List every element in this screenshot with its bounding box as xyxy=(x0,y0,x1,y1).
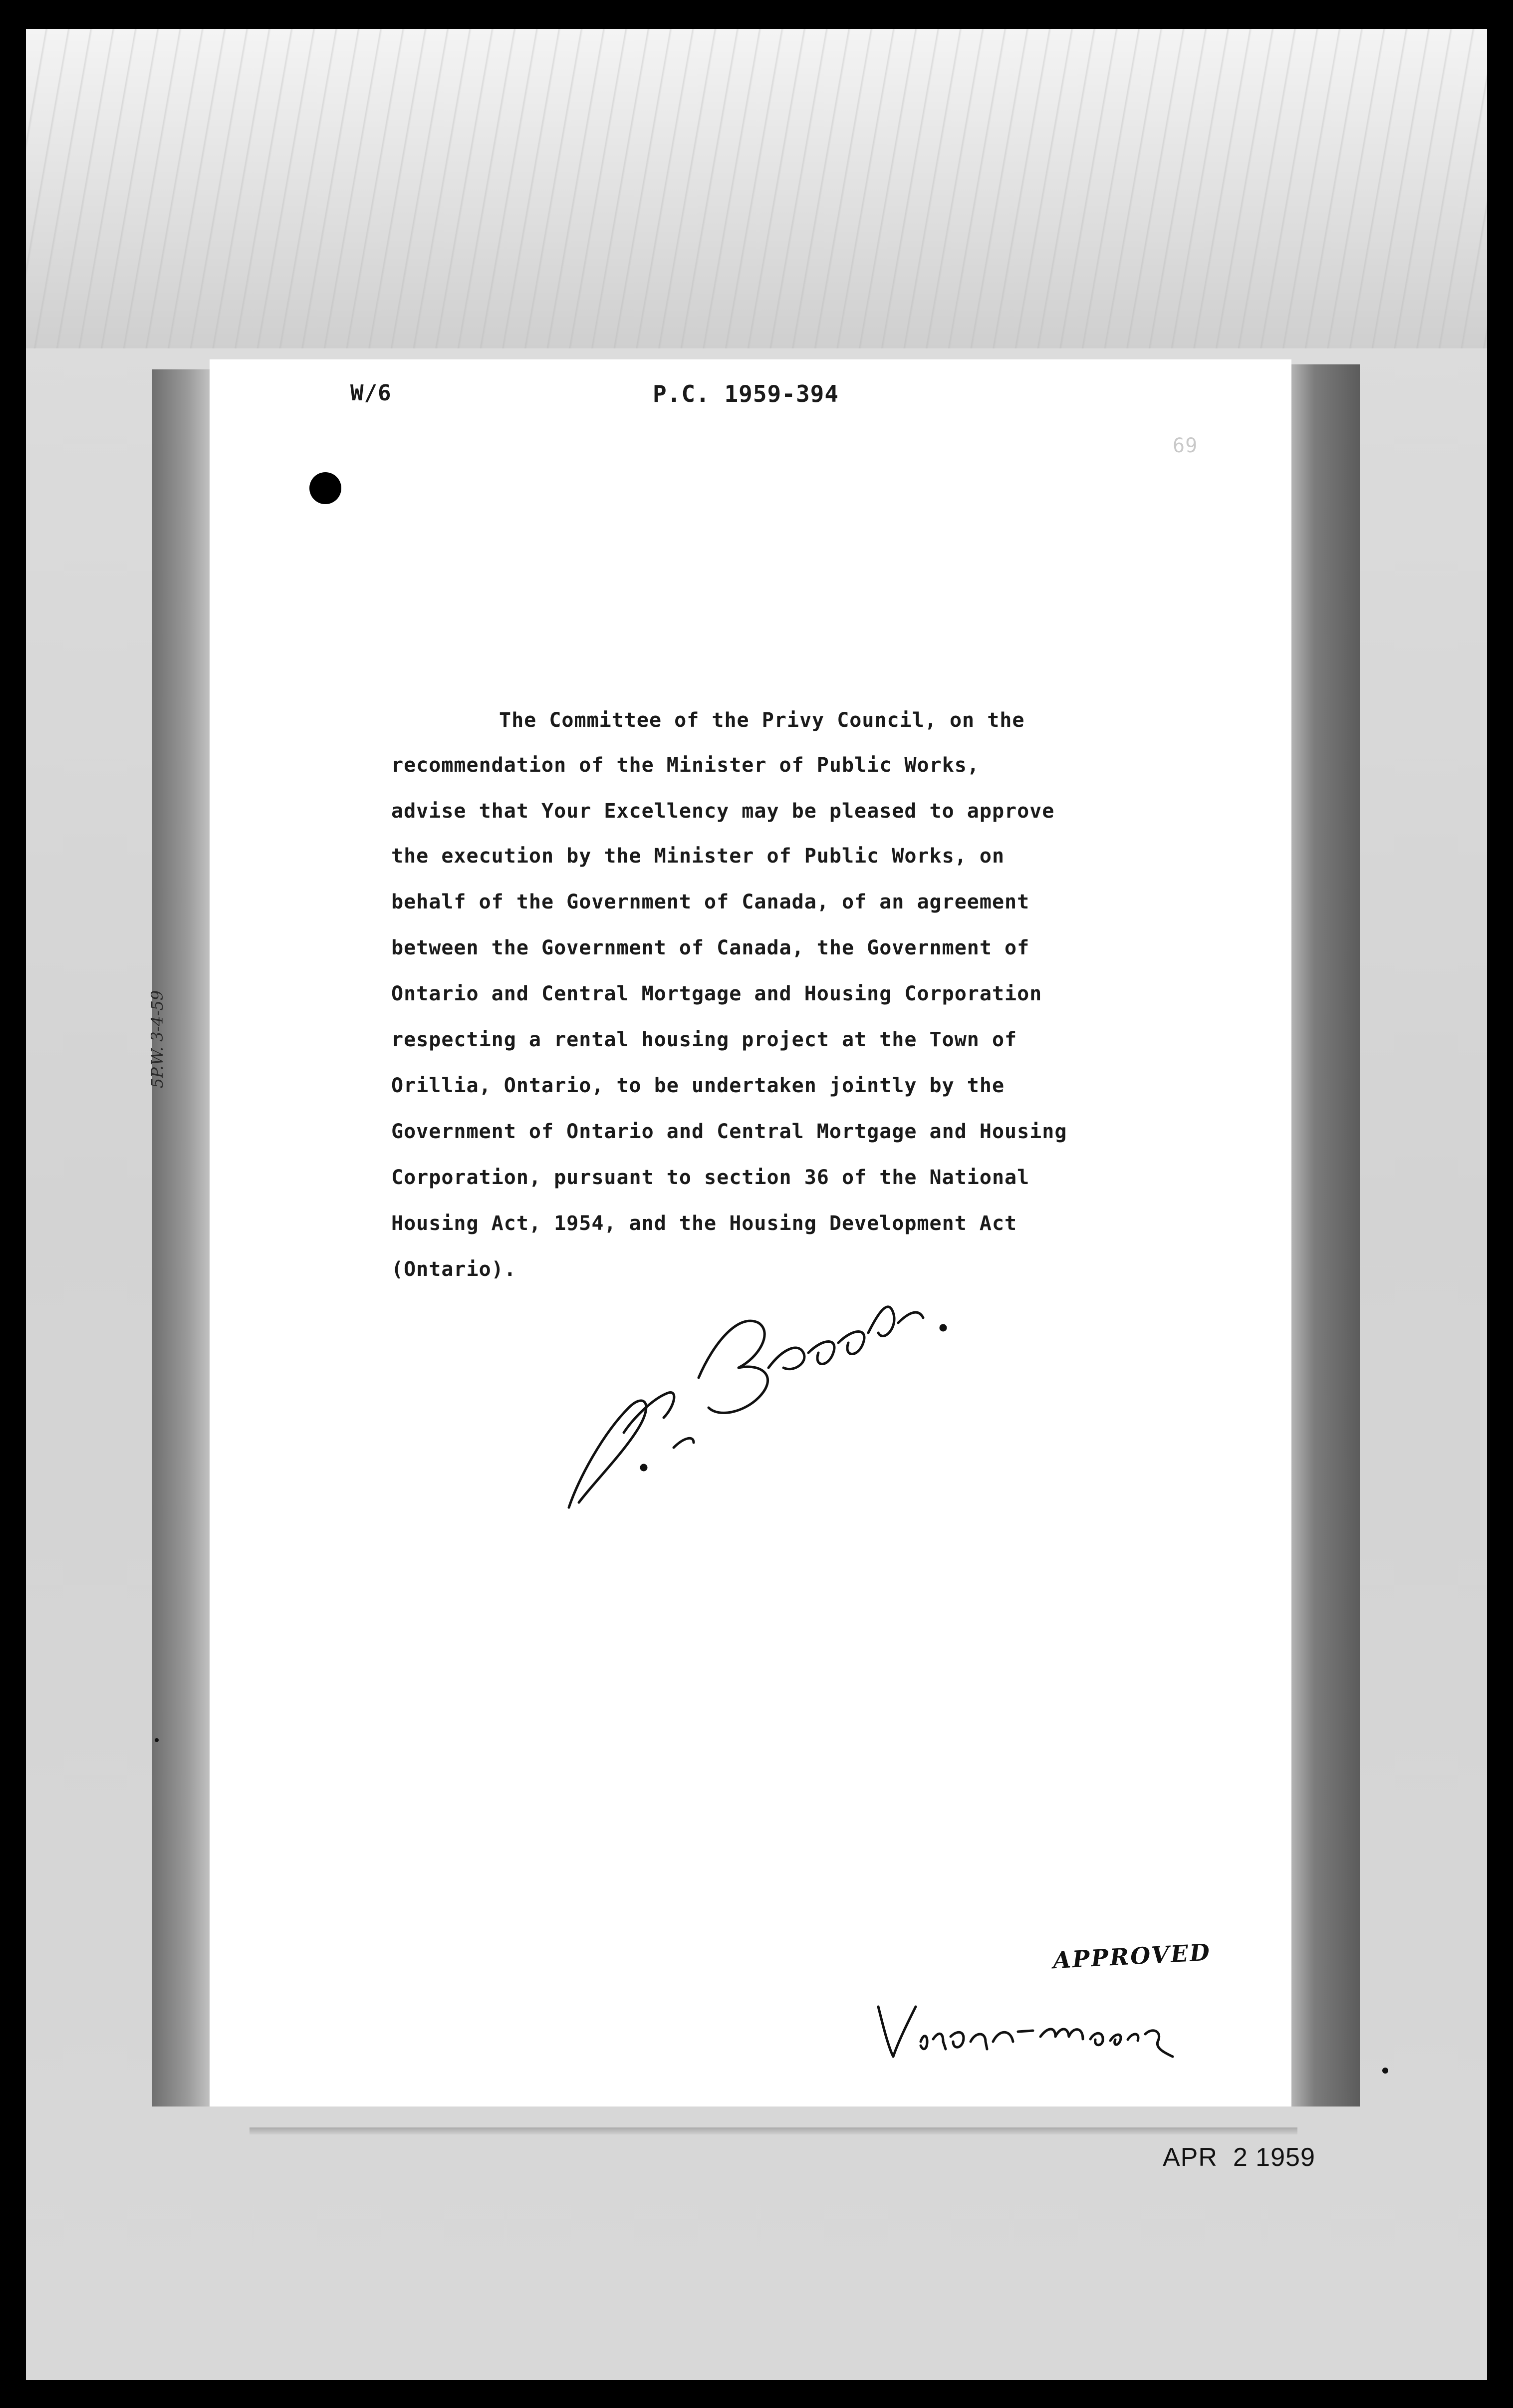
page-bottom-edge xyxy=(250,2127,1297,2134)
margin-note: 5P.W. 3-4-59 xyxy=(148,990,167,1088)
body-line: Housing Act, 1954, and the Housing Development Act xyxy=(391,1212,1017,1235)
body-line: Corporation, pursuant to section 36 of the National xyxy=(391,1166,1030,1189)
page-shadow-right xyxy=(1290,364,1360,2107)
punch-hole xyxy=(309,472,341,504)
body-line: the execution by the Minister of Public Works, on xyxy=(391,845,1005,868)
film-speck xyxy=(155,1738,159,1742)
governor-general-signature xyxy=(868,1987,1178,2077)
body-line: behalf of the Government of Canada, of an agreement xyxy=(391,891,1030,913)
body-line: recommendation of the Minister of Public Works, xyxy=(391,754,980,777)
order-number: P.C. 1959-394 xyxy=(653,380,839,407)
approval-date-stamp: APR 2 1959 xyxy=(1163,2143,1315,2172)
body-line: advise that Your Excellency may be pleased to approve xyxy=(391,800,1055,823)
file-code: W/6 xyxy=(350,380,392,406)
body-line: Orillia, Ontario, to be undertaken jointly by the xyxy=(391,1074,1005,1097)
body-line: Ontario and Central Mortgage and Housing Corporation xyxy=(391,982,1042,1005)
clerk-signature xyxy=(549,1268,958,1527)
page-shadow-left xyxy=(152,369,211,2107)
film-speck xyxy=(1382,2068,1388,2074)
page-number: 69 xyxy=(1173,434,1198,457)
body-line: Government of Ontario and Central Mortgage and Housing xyxy=(391,1120,1067,1143)
document-sheet xyxy=(210,359,1315,2172)
approved-label: APPROVED xyxy=(1052,1938,1212,1974)
body-line: (Ontario). xyxy=(391,1258,516,1281)
body-line: respecting a rental housing project at the Town of xyxy=(391,1028,1017,1051)
body-line: The Committee of the Privy Council, on the xyxy=(499,709,1025,732)
film-edge-streaks xyxy=(26,29,1487,348)
body-line: between the Government of Canada, the Government of xyxy=(391,936,1030,959)
